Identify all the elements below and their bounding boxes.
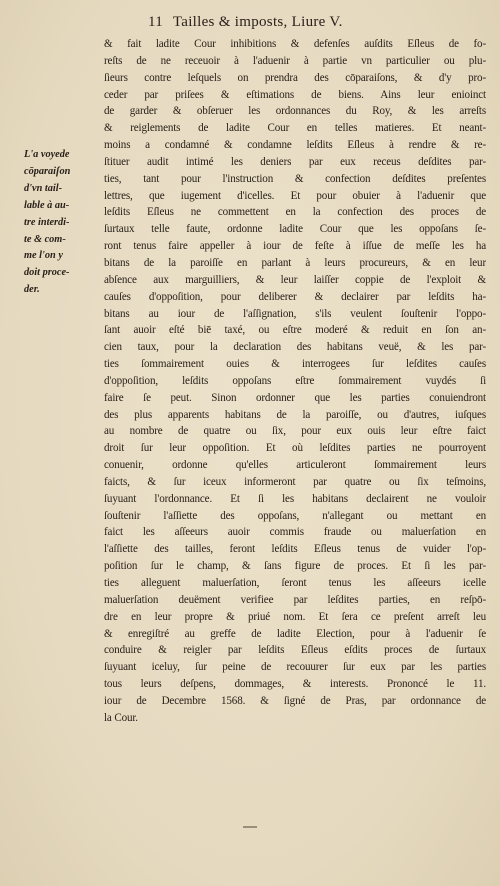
text-line: ſieurs contre leſquels on prendra des cōparaiſons, & d'y pro- bbox=[104, 71, 486, 84]
text-line: ties ſommairement ouies & interrogees ſur leſdites cauſes bbox=[104, 358, 486, 371]
text-line: ſtituer audit intimé les deniers par eux receus deſdites par- bbox=[104, 155, 486, 168]
text-line: conduire & reigler par leſdits Eſleus eſdits proces de ſurtaux bbox=[104, 644, 486, 657]
running-title: Tailles & imposts, Liure V. bbox=[172, 14, 343, 30]
text-line: ront tenus faire appeller à iour de feſte à iſſue de meſſe les ha bbox=[104, 240, 486, 253]
text-line: ſuyuant l'ordonnance. Et ſi les habitans declairent ne vouloir bbox=[104, 492, 486, 505]
text-line: leſdits Eſleus ne commettent en la confection des proces de bbox=[104, 206, 486, 219]
marginal-note-line: doit proce- bbox=[24, 267, 70, 279]
marginal-note-line: te & com- bbox=[24, 233, 66, 245]
marginal-note-line: lable à au- bbox=[24, 199, 70, 211]
text-line: cauſes d'oppoſition, pour deliberer & declairer par leſdits ha- bbox=[104, 290, 486, 303]
text-line: faict les aſſeeurs auoir commis fraude ou maluerſation en bbox=[104, 526, 486, 539]
marginal-note bbox=[24, 147, 102, 299]
footer-mark bbox=[243, 826, 257, 828]
marginal-note-line: me l'on y bbox=[24, 250, 63, 262]
text-line: abſence aux marguilliers, & leur laiſſer coppie de l'exploit & bbox=[104, 273, 486, 286]
text-line: ſuyuant iceluy, ſur peine de recouurer ſur eux par les parties bbox=[104, 661, 486, 674]
marginal-note-line: d'vn tail- bbox=[24, 182, 63, 194]
text-line: & fait ladite Cour inhibitions & defenſes auſdits Eſleus de fo- bbox=[104, 38, 486, 50]
text-line: d'oppoſition, leſdits oppoſans eſtre ſommairement vuydés ſi bbox=[104, 374, 486, 387]
text-line: ties, tant pour l'instruction & confection deſdites preſentes bbox=[104, 172, 486, 185]
text-line: poſition ſur le champ, & ſans figure de proces. Et ſi les par- bbox=[104, 560, 486, 573]
marginal-note-line: der. bbox=[24, 284, 40, 296]
text-line: au nombre de quatre ou ſix, pour eux ouis leur eſtre faict bbox=[104, 425, 486, 438]
text-line: lettres, que iugement d'icelles. Et pour obuier à l'aduenir que bbox=[104, 189, 486, 202]
text-line: bitans de la paroiſſe en parlant à leurs procureurs, & en leur bbox=[104, 256, 486, 269]
text-line: conuenir, ordonne qu'elles articuleront ſommairement leurs bbox=[104, 459, 486, 472]
running-header bbox=[148, 14, 448, 31]
text-line: ceder par priſees & eſtimations de biens. Ains leur enioinct bbox=[104, 88, 486, 101]
marginal-note-line: L'a voyede bbox=[24, 149, 70, 160]
body-text bbox=[104, 36, 486, 727]
text-line: faicts, & ſur iceux informeront par quatre ou ſix teſmoins, bbox=[104, 475, 486, 488]
text-line: ties alleguent maluerſation, ſeront tenus les aſſeeurs icelle bbox=[104, 577, 486, 589]
text-line: iour de Decembre 1568. & ſigné de Pras, par ordonnance de bbox=[104, 694, 486, 707]
marginal-note-line: cōparaiſon bbox=[24, 165, 71, 177]
text-line: droit ſur leur oppoſition. Et où leſdites parties ne pourroyent bbox=[104, 442, 486, 455]
text-line: ſouſtenir l'aſſiette des oppoſans, n'allegant ou mettant en bbox=[104, 509, 486, 522]
text-line: bitans au iour de l'aſſignation, s'ils veulent ſouſtenir l'oppo- bbox=[104, 307, 486, 320]
text-line: de garder & obſeruer les ordonnances du Roy, & les arreſts bbox=[104, 105, 486, 118]
marginal-note-line: tre interdi- bbox=[24, 216, 70, 228]
text-line: & reiglements de ladite Cour en telles matieres. Et neant- bbox=[104, 122, 486, 135]
text-line: tous leurs deſpens, dommages, & interests. Prononcé le 11. bbox=[104, 678, 486, 691]
text-line: l'aſſiette des tailles, feront leſdits Eſleus tenus de vuider l'op- bbox=[104, 543, 486, 556]
text-line: cien taux, pour la declaration des habitans veuë, & les par- bbox=[104, 341, 486, 354]
text-line: dre en leur propre & priué nom. Et ſera ce preſent arreſt leu bbox=[104, 610, 486, 623]
text-line: ſant auoir eſté biē taxé, ou eſtre moderé & reduit en ſon an- bbox=[104, 324, 486, 337]
text-line: reſts de ne receuoir à l'aduenir à partie vn particulier ou plu- bbox=[104, 54, 486, 67]
text-line: des plus apparents habitans de la paroiſſe, ou d'autres, iuſques bbox=[104, 408, 486, 421]
page-number: 11 bbox=[148, 14, 164, 30]
text-line: maluerſation deuëment verifiee par leſdites parties, en reſpō- bbox=[104, 593, 486, 606]
text-line: la Cour. bbox=[104, 711, 138, 724]
text-line: faire ſe peut. Sinon ordonner que les parties conuiendront bbox=[104, 391, 486, 404]
text-line: moins a condamné & condamne leſdits Eſleus à rendre & re- bbox=[104, 139, 486, 152]
text-line: ſurtaux telle faute, ordonne ladite Cour que les oppoſans ſe- bbox=[104, 223, 486, 236]
text-line: & enregiſtré au greffe de ladite Election, pour à l'aduenir ſe bbox=[104, 627, 486, 640]
